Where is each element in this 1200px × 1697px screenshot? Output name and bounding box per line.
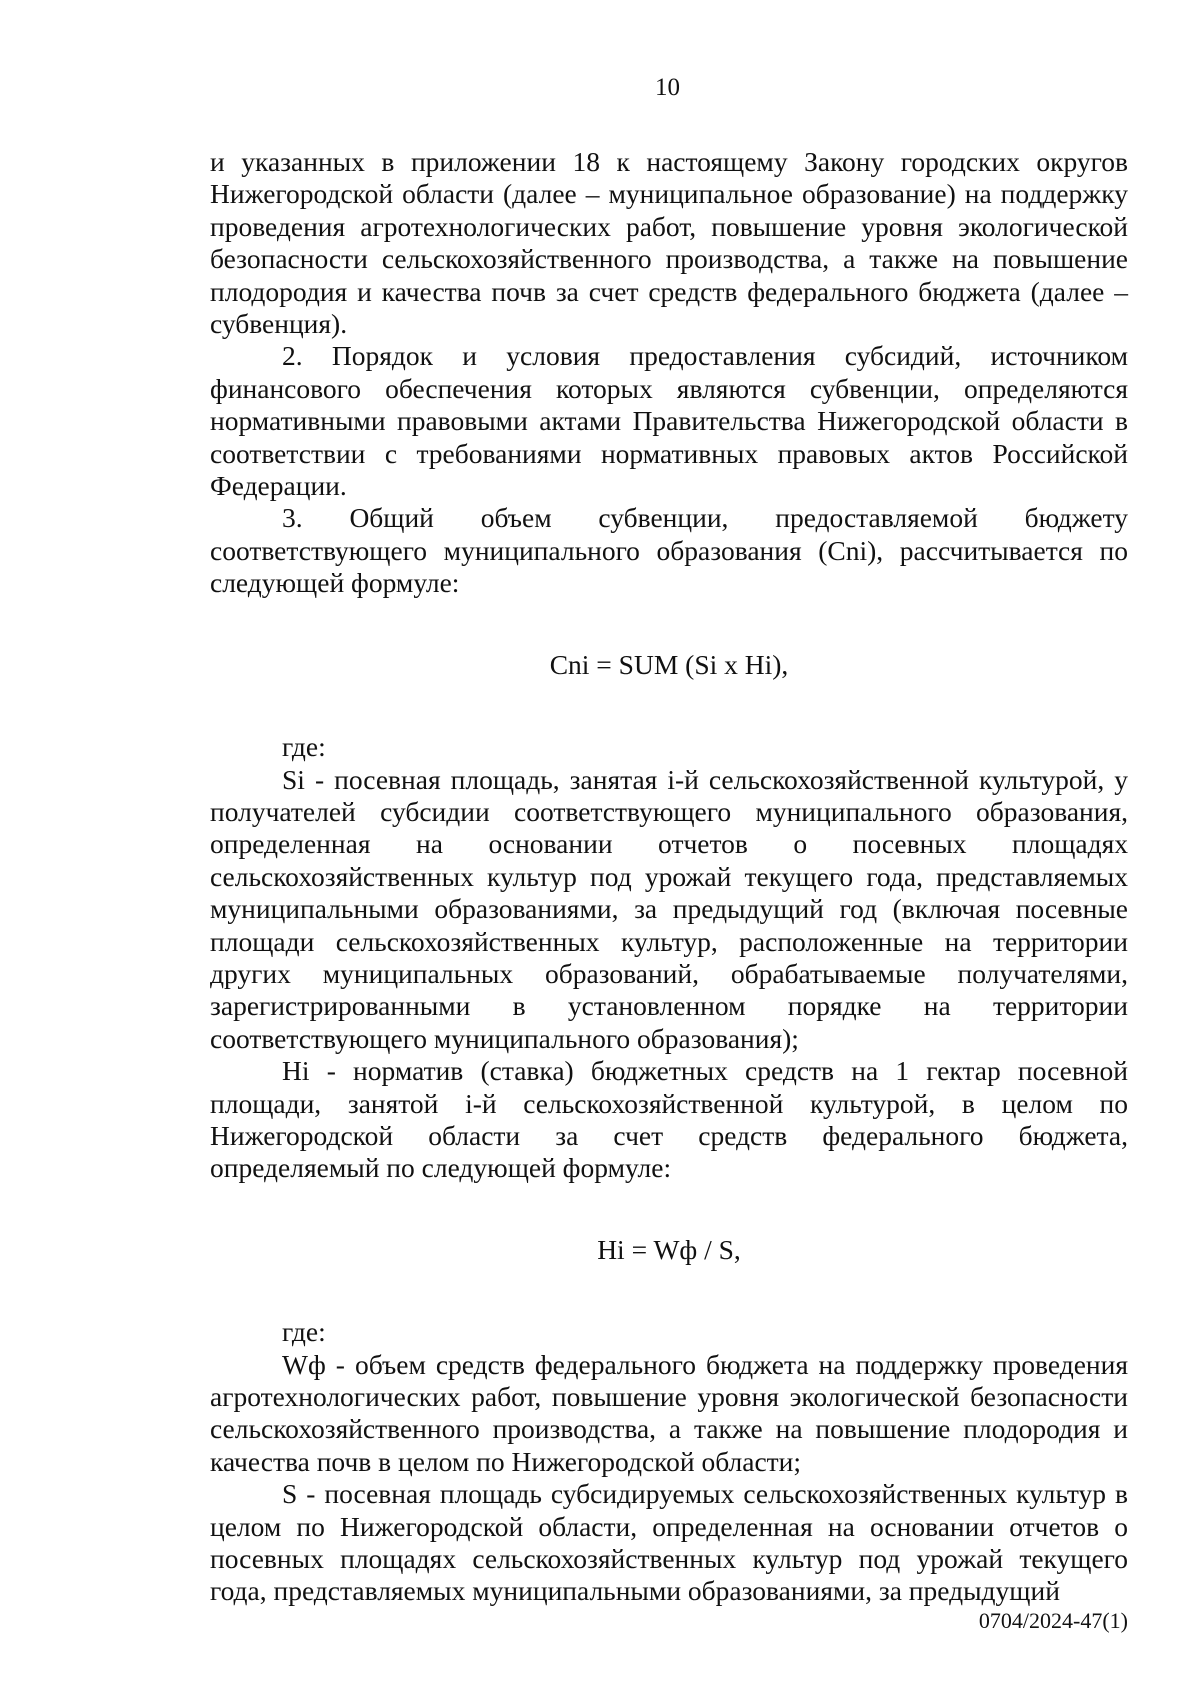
definition-wf: Wф - объем средств федерального бюджета на поддержку проведения агротехнологических работ, повышение уровня экологической безопасности сельскохозяйственного производства, а также на повышение плодородия и качества почв в целом по Нижегородской области; <box>210 1348 1128 1477</box>
definition-hi: Hi - норматив (ставка) бюджетных средств на 1 гектар посевной площади, занятой i-й сельскохозяйственной культурой, в целом по Нижегородской области за счет средств федерального бюджета, определяемый по следующей формуле: <box>210 1055 1128 1184</box>
document-code: 0704/2024-47(1) <box>978 1608 1128 1633</box>
paragraph-continuation: и указанных в приложении 18 к настоящему Закону городских округов Нижегородской области (далее – муниципальное образование) на поддержку проведения агротехнологических работ, повышение уровня экологической безопасности сельскохозяйственного производства, а также на повышение плодородия и качества почв за счет средств федерального бюджета (далее – субвенция). <box>210 146 1128 340</box>
where-label-1: где: <box>282 731 326 763</box>
paragraph-2: 2. Порядок и условия предоставления субсидий, источником финансового обеспечения которых являются субвенции, определяются нормативными правовыми актами Правительства Нижегородской области в соответствии с требованиями нормативных правовых актов Российской Федерации. <box>210 340 1128 502</box>
definition-s: S - посевная площадь субсидируемых сельскохозяйственных культур в целом по Нижегородской области, определенная на основании отчетов о посевных площадях сельскохозяйственных культур под урожай текущего года, представляемых муниципальными образованиями, за предыдущий <box>210 1478 1128 1607</box>
formula-hi: Hi = Wф / S, <box>597 1233 741 1265</box>
definition-si: Si - посевная площадь, занятая i-й сельскохозяйственной культурой, у получателей субсидии соответствующего муниципального образования, определенная на основании отчетов о посевных площадях сельскохозяйственных культур под урожай текущего года, представляемых муниципальными образованиями, за предыдущий год (включая посевные площади сельскохозяйственных культур, расположенные на территории других муниципальных образований, обрабатываемые получателями, зарегистрированными в установленном порядке на территории соответствующего муниципального образования); <box>210 763 1128 1054</box>
formula-cni: Cni = SUM (Si x Hi), <box>549 648 789 680</box>
page-number: 10 <box>655 74 680 101</box>
document-body <box>210 146 1128 1608</box>
where-label-2: где: <box>282 1316 326 1348</box>
paragraph-3: 3. Общий объем субвенции, предоставляемой бюджету соответствующего муниципального образования (Cni), рассчитывается по следующей формуле: <box>210 502 1128 599</box>
